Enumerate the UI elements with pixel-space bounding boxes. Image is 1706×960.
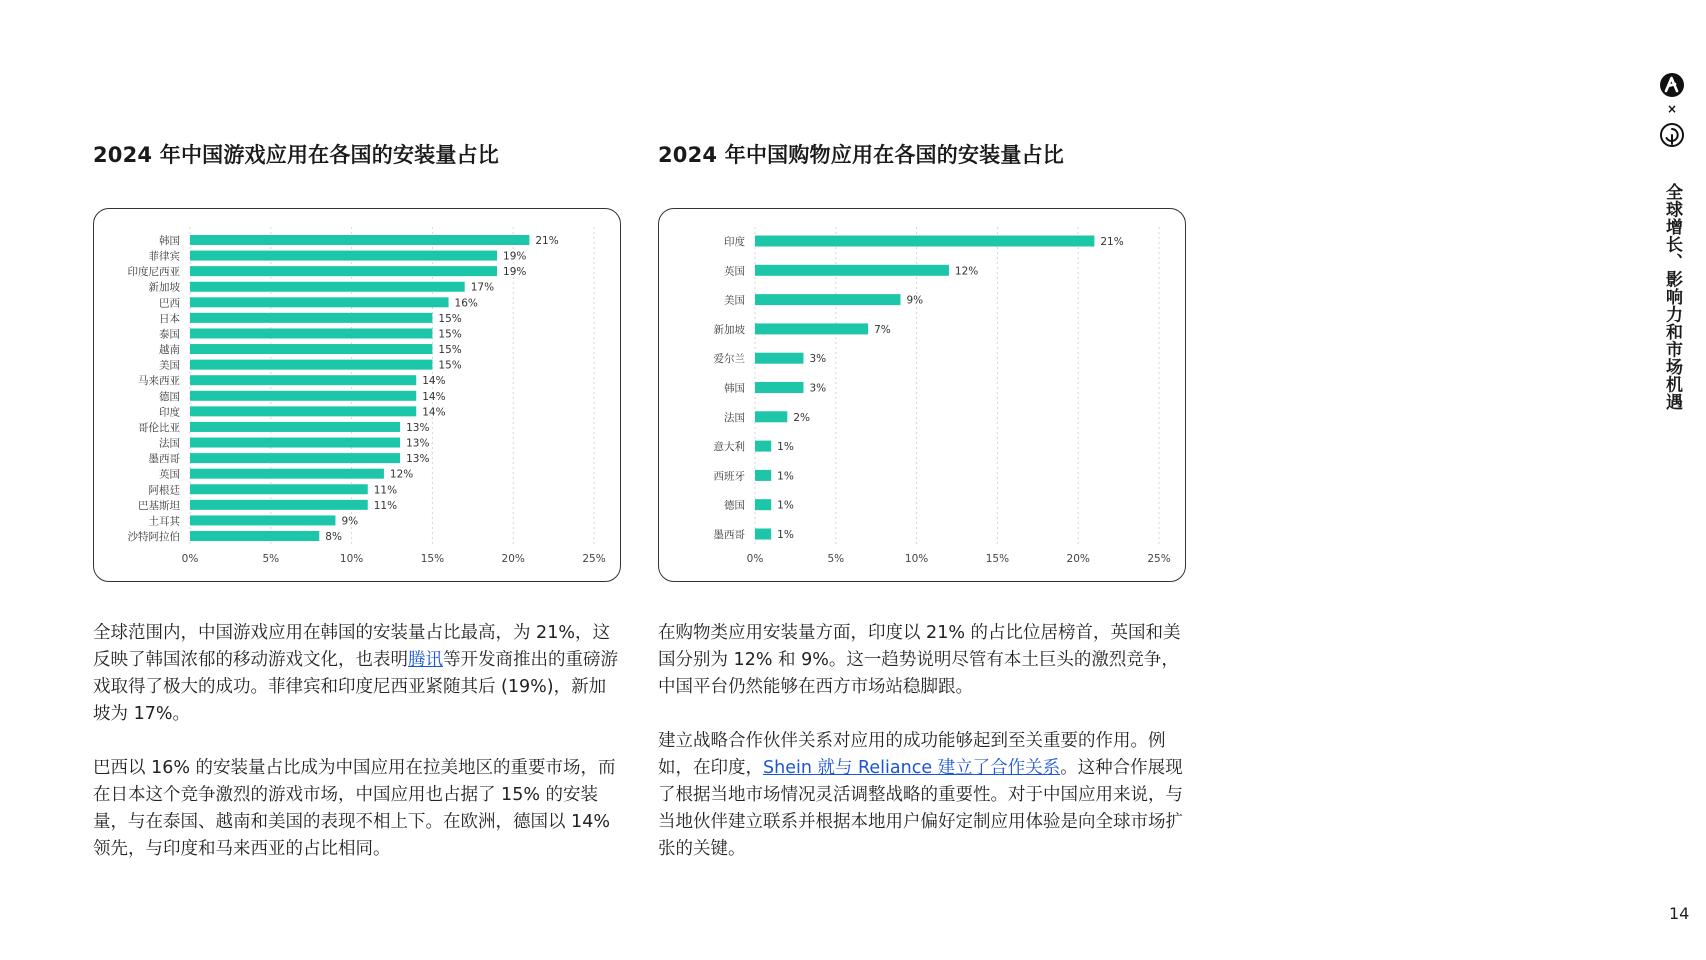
games-chart-value-label: 13% xyxy=(406,421,430,434)
shopping-chart-category-label: 新加坡 xyxy=(713,323,745,336)
games-chart-category-label: 泰国 xyxy=(159,328,180,341)
shopping-chart-category-label: 印度 xyxy=(724,236,745,248)
tencent-link[interactable]: 腾讯 xyxy=(408,650,443,670)
games-chart-category-label: 德国 xyxy=(159,390,180,403)
shopping-chart-category-label: 西班牙 xyxy=(713,470,745,483)
games-chart-value-label: 14% xyxy=(422,406,446,419)
games-chart-bar xyxy=(190,375,416,385)
games-chart-bar xyxy=(190,313,432,323)
games-chart-category-label: 法国 xyxy=(159,437,180,450)
games-chart-bar xyxy=(190,500,368,510)
shopping-chart-value-label: 9% xyxy=(906,294,924,307)
games-chart-x-tick-label: 15% xyxy=(420,553,445,565)
games-chart-value-label: 12% xyxy=(389,468,414,481)
logo-separator: × xyxy=(1666,102,1678,116)
games-chart-bar xyxy=(190,297,449,307)
games-chart-bar xyxy=(190,406,416,416)
games-chart-category-label: 巴西 xyxy=(159,297,180,310)
shopping-chart-x-tick-label: 10% xyxy=(904,553,929,565)
games-chart-value-label: 17% xyxy=(470,281,495,294)
games-chart-category-label: 印度 xyxy=(159,406,180,419)
games-chart-x-tick-label: 0% xyxy=(181,553,199,565)
shein-reliance-link[interactable]: Shein 就与 Reliance 建立了合作关系 xyxy=(763,758,1061,778)
shopping-chart-category-label: 德国 xyxy=(724,499,745,512)
shopping-chart-x-tick-label: 15% xyxy=(985,553,1010,565)
games-chart-bar xyxy=(190,469,384,479)
games-chart-value-label: 15% xyxy=(438,328,462,341)
games-chart-bar xyxy=(190,328,432,338)
games-chart-value-label: 15% xyxy=(438,359,462,372)
section-vertical-title: 全球增长、影响力和市场机遇 xyxy=(1662,183,1682,411)
games-chart-bar xyxy=(190,453,400,463)
shopping-chart-bar xyxy=(755,294,900,305)
shopping-paragraph-2 xyxy=(658,728,1188,863)
shopping-chart-bar xyxy=(755,265,949,276)
shopping-chart-category-label: 英国 xyxy=(724,265,745,278)
partner-logo-icon xyxy=(1661,124,1683,146)
games-chart-category-label: 土耳其 xyxy=(148,515,180,528)
games-chart-value-label: 14% xyxy=(422,375,446,388)
shopping-chart-bar xyxy=(755,323,868,334)
games-chart-bar xyxy=(190,251,497,261)
partner-logos xyxy=(1657,72,1687,152)
shopping-chart-value-label: 1% xyxy=(777,470,794,483)
shopping-chart-x-tick-label: 20% xyxy=(1066,553,1090,565)
games-chart-x-tick-label: 10% xyxy=(339,553,364,565)
games-chart-value-label: 19% xyxy=(503,250,527,263)
games-chart-value-label: 13% xyxy=(406,437,430,450)
games-chart-category-label: 墨西哥 xyxy=(148,453,180,466)
games-chart-value-label: 14% xyxy=(422,390,446,403)
games-chart-category-label: 菲律宾 xyxy=(148,250,180,263)
shopping-chart-category-label: 意大利 xyxy=(713,441,745,454)
games-chart-category-label: 日本 xyxy=(159,312,180,325)
games-chart-bar xyxy=(190,391,416,401)
shopping-chart-value-label: 7% xyxy=(874,323,891,336)
games-chart-bar xyxy=(190,344,432,354)
games-chart-title: 2024 年中国游戏应用在各国的安装量占比 xyxy=(93,143,499,167)
games-chart-value-label: 15% xyxy=(438,344,462,357)
shopping-chart-value-label: 3% xyxy=(809,382,827,395)
games-chart-x-tick-label: 25% xyxy=(582,553,606,565)
games-install-share-chart xyxy=(94,209,622,583)
shopping-chart-category-label: 美国 xyxy=(724,294,745,307)
games-paragraph-1 xyxy=(93,620,623,728)
shopping-chart-bar xyxy=(755,529,771,540)
shopping-chart-category-label: 爱尔兰 xyxy=(713,353,745,366)
games-chart-value-label: 15% xyxy=(438,312,462,325)
shopping-chart-x-tick-label: 0% xyxy=(746,553,764,565)
games-chart-category-label: 印度尼西亚 xyxy=(127,266,180,279)
shopping-chart-value-label: 1% xyxy=(777,499,794,512)
shopping-chart-value-label: 21% xyxy=(1100,236,1124,248)
games-chart-bar xyxy=(190,360,432,370)
games-chart-bar xyxy=(190,282,465,292)
games-chart-category-label: 阿根廷 xyxy=(148,484,180,497)
games-chart-value-label: 16% xyxy=(454,297,478,310)
shopping-chart-value-label: 12% xyxy=(954,265,979,278)
games-chart-panel xyxy=(93,208,621,582)
games-chart-category-label: 哥伦比亚 xyxy=(138,421,180,434)
shopping-chart-value-label: 1% xyxy=(777,529,794,541)
games-chart-bar xyxy=(190,422,400,432)
shopping-chart-x-tick-label: 5% xyxy=(827,553,845,565)
games-chart-x-tick-label: 5% xyxy=(262,553,280,565)
games-chart-bar xyxy=(190,515,335,525)
shopping-paragraph-2-text-b: 。这种合作展现了根据当地市场情况灵活调整战略的重要性。对于中国应用来说，与当地伙伴建立联系并根据本地用户偏好定制应用体验是向全球市场扩张的关键。 xyxy=(658,758,1183,859)
games-chart-bar xyxy=(190,235,529,245)
games-paragraph-1-text-b: 等开发商推出的重磅游戏取得了极大的成功。菲律宾和印度尼西亚紧随其后 (19%)，新加坡为 17%。 xyxy=(93,650,618,724)
games-chart-category-label: 越南 xyxy=(159,344,180,357)
games-chart-value-label: 21% xyxy=(535,235,559,247)
games-chart-value-label: 11% xyxy=(373,499,398,512)
shopping-chart-value-label: 2% xyxy=(793,411,810,424)
games-chart-value-label: 11% xyxy=(373,484,398,497)
shopping-chart-bar xyxy=(755,441,771,452)
games-chart-category-label: 马来西亚 xyxy=(138,375,180,388)
games-chart-value-label: 13% xyxy=(406,453,430,466)
shopping-paragraph-2-text-a: 建立战略合作伙伴关系对应用的成功能够起到至关重要的作用。例如，在印度， xyxy=(658,731,1166,778)
brand-logo-icon xyxy=(1660,73,1684,97)
games-chart-value-label: 19% xyxy=(503,266,527,279)
games-chart-bar xyxy=(190,438,400,448)
shopping-chart-bar xyxy=(755,353,803,364)
shopping-chart-bar xyxy=(755,382,803,393)
page-number: 14 xyxy=(1669,904,1690,923)
shopping-chart-x-tick-label: 25% xyxy=(1147,553,1171,565)
games-chart-category-label: 美国 xyxy=(159,359,180,372)
shopping-chart-bar xyxy=(755,499,771,510)
shopping-chart-category-label: 韩国 xyxy=(724,382,745,395)
games-chart-value-label: 9% xyxy=(341,515,359,528)
shopping-chart-title: 2024 年中国购物应用在各国的安装量占比 xyxy=(658,143,1064,167)
games-chart-category-label: 英国 xyxy=(159,468,180,481)
shopping-chart-bar xyxy=(755,470,771,481)
shopping-chart-bar xyxy=(755,236,1094,247)
games-chart-x-tick-label: 20% xyxy=(501,553,525,565)
games-chart-bar xyxy=(190,266,497,276)
games-paragraph-1-text-a: 全球范围内，中国游戏应用在韩国的安装量占比最高，为 21%，这反映了韩国浓郁的移动游戏文化，也表明 xyxy=(93,623,610,670)
games-chart-category-label: 新加坡 xyxy=(148,281,180,294)
shopping-chart-category-label: 墨西哥 xyxy=(713,529,745,541)
games-chart-category-label: 韩国 xyxy=(159,235,180,247)
shopping-chart-panel xyxy=(658,208,1186,582)
games-chart-bar xyxy=(190,531,319,541)
games-chart-category-label: 沙特阿拉伯 xyxy=(127,531,180,543)
shopping-chart-category-label: 法国 xyxy=(724,411,745,424)
shopping-chart-value-label: 3% xyxy=(809,353,827,366)
shopping-chart-value-label: 1% xyxy=(777,441,794,454)
games-chart-category-label: 巴基斯坦 xyxy=(138,499,180,512)
shopping-paragraph-1: 在购物类应用安装量方面，印度以 21% 的占比位居榜首，英国和美国分别为 12% 和 9%。这一趋势说明尽管有本土巨头的激烈竞争，中国平台仍然能够在西方市场站稳脚跟。 xyxy=(658,623,1181,697)
games-chart-value-label: 8% xyxy=(325,531,342,543)
games-chart-bar xyxy=(190,484,368,494)
games-paragraph-2: 巴西以 16% 的安装量占比成为中国应用在拉美地区的重要市场，而在日本这个竞争激烈的游戏市场，中国应用也占据了 15% 的安装量，与在泰国、越南和美国的表现不相上下。在欧洲，德国以 14% 领先，与印度和马来西亚的占比相同。 xyxy=(93,758,616,859)
shopping-chart-bar xyxy=(755,411,787,422)
shopping-install-share-chart xyxy=(659,209,1187,583)
